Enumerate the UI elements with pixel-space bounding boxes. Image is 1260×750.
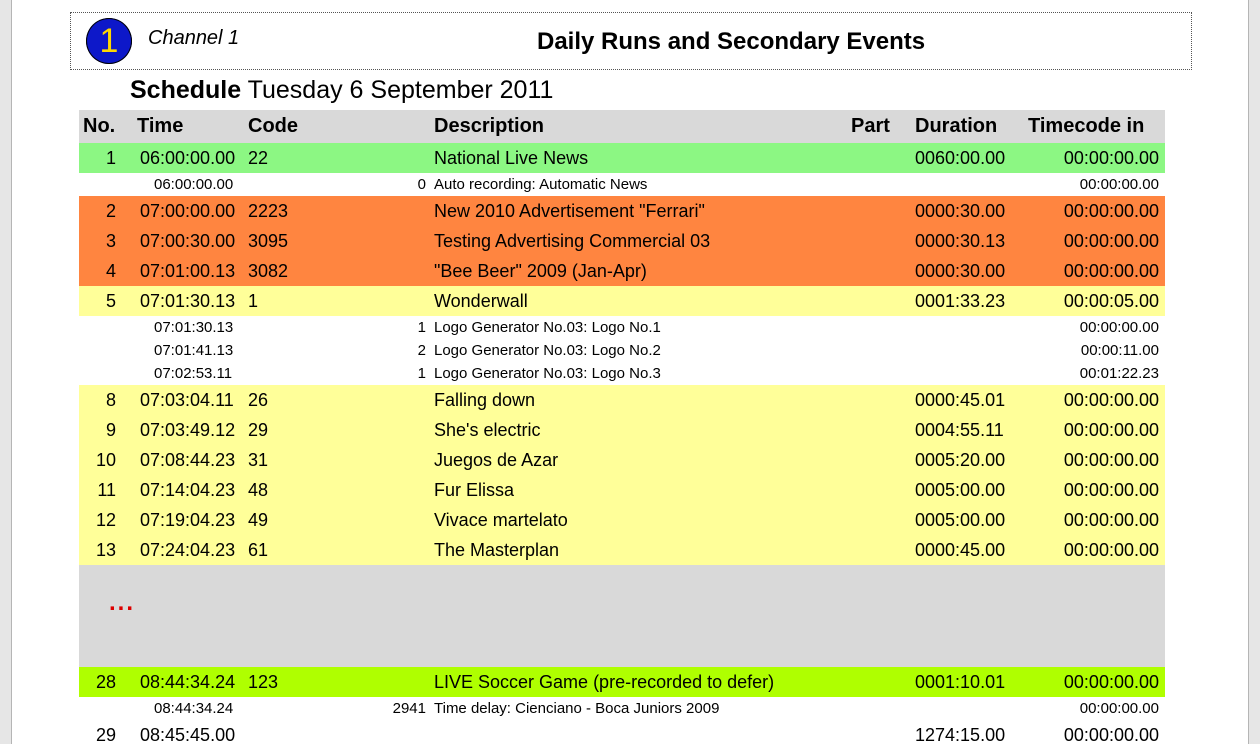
schedule-row [79, 196, 1165, 226]
secondary-event-timecode: 00:01:22.23 [1079, 365, 1159, 382]
secondary-event-time: 07:01:41.13 [154, 342, 234, 359]
row-number: 5 [105, 291, 116, 311]
secondary-event-time: 07:02:53.11 [154, 365, 233, 382]
row-time: 07:19:04.23 [140, 510, 236, 530]
col-header-description: Description [434, 115, 545, 137]
row-code: 1 [248, 291, 259, 311]
row-code: 48 [248, 480, 269, 500]
row-timecode-in: 00:00:00.00 [1063, 231, 1159, 251]
schedule-row [79, 667, 1165, 697]
row-duration: 0005:20.00 [915, 450, 1006, 470]
row-description: National Live News [434, 148, 589, 168]
schedule-row [79, 535, 1165, 565]
secondary-event-number: 2 [417, 342, 426, 359]
row-description: "Bee Beer" 2009 (Jan-Apr) [434, 261, 647, 281]
row-duration: 0001:33.23 [915, 291, 1006, 311]
row-duration: 0000:30.00 [915, 261, 1006, 281]
col-header-code: Code [248, 115, 298, 137]
secondary-event-row [79, 697, 1165, 720]
row-code: 31 [248, 450, 269, 470]
row-timecode-in: 00:00:00.00 [1063, 420, 1159, 440]
secondary-event-timecode: 00:00:00.00 [1079, 319, 1159, 336]
row-description: Falling down [434, 390, 536, 410]
row-duration: 0000:45.01 [915, 390, 1006, 410]
row-number: 1 [105, 148, 116, 168]
channel-number: 1 [99, 22, 119, 60]
secondary-event-description: Logo Generator No.03: Logo No.3 [434, 365, 661, 382]
secondary-event-number: 0 [417, 176, 426, 193]
row-number: 28 [95, 672, 116, 692]
row-time: 07:08:44.23 [140, 450, 236, 470]
row-number: 2 [105, 201, 116, 221]
table-body [79, 143, 1165, 750]
row-number: 4 [105, 261, 116, 281]
secondary-event-time: 07:01:30.13 [154, 319, 234, 336]
secondary-event-row [79, 339, 1165, 362]
row-description: Testing Advertising Commercial 03 [434, 231, 711, 251]
right-page-border [1248, 0, 1260, 744]
row-code: 49 [248, 510, 269, 530]
row-duration: 0060:00.00 [915, 148, 1006, 168]
row-time: 07:14:04.23 [140, 480, 236, 500]
row-duration: 0000:45.00 [915, 540, 1006, 560]
row-description: She's electric [434, 420, 541, 440]
secondary-event-timecode: 00:00:00.00 [1079, 700, 1159, 717]
row-time: 07:00:30.00 [140, 231, 236, 251]
secondary-event-number: 1 [417, 365, 426, 382]
row-description: Juegos de Azar [434, 450, 559, 470]
row-timecode-in: 00:00:00.00 [1063, 450, 1159, 470]
row-timecode-in: 00:00:00.00 [1063, 672, 1159, 692]
schedule-row [79, 256, 1165, 286]
secondary-event-time: 06:00:00.00 [154, 176, 234, 193]
secondary-event-number: 1 [417, 319, 426, 336]
report-title: Daily Runs and Secondary Events [537, 28, 926, 55]
row-description: New 2010 Advertisement "Ferrari" [434, 201, 705, 221]
col-header-duration: Duration [915, 115, 998, 137]
row-code: 2223 [248, 201, 289, 221]
row-code: 123 [248, 672, 279, 692]
schedule-row [79, 286, 1165, 316]
row-timecode-in: 00:00:00.00 [1063, 540, 1159, 560]
row-code: 26 [248, 390, 269, 410]
row-timecode-in: 00:00:00.00 [1063, 510, 1159, 530]
secondary-event-timecode: 00:00:11.00 [1080, 342, 1159, 359]
schedule-row [79, 475, 1165, 505]
row-description: Vivace martelato [434, 510, 568, 530]
row-time: 07:24:04.23 [140, 540, 236, 560]
row-time: 07:01:30.13 [140, 291, 236, 311]
row-duration: 0005:00.00 [915, 480, 1006, 500]
secondary-event-description: Auto recording: Automatic News [434, 176, 648, 193]
row-timecode-in: 00:00:05.00 [1063, 291, 1159, 311]
row-number: 12 [95, 510, 116, 530]
row-timecode-in: 00:00:00.00 [1063, 201, 1159, 221]
row-number: 9 [105, 420, 116, 440]
row-code: 3095 [248, 231, 289, 251]
schedule-heading [130, 76, 553, 105]
row-time: 06:00:00.00 [140, 148, 236, 168]
left-page-border [0, 0, 12, 744]
row-description: Fur Elissa [434, 480, 515, 500]
row-time: 08:44:34.24 [140, 672, 236, 692]
row-code: 61 [248, 540, 269, 560]
row-code: 22 [248, 148, 269, 168]
schedule-row [79, 415, 1165, 445]
col-header-time: Time [137, 115, 184, 137]
omitted-rows-block [79, 565, 1165, 667]
omitted-rows-ellipsis: ... [109, 589, 136, 616]
secondary-event-number: 2941 [392, 700, 426, 717]
row-duration: 1274:15.00 [915, 725, 1006, 745]
row-timecode-in: 00:00:00.00 [1063, 480, 1159, 500]
col-header-timecode-in: Timecode in [1028, 115, 1145, 137]
schedule-label: Schedule [130, 76, 242, 104]
secondary-event-row [79, 362, 1165, 385]
row-number: 13 [95, 540, 116, 560]
channel-name: Channel 1 [148, 27, 240, 49]
schedule-date: Tuesday 6 September 2011 [247, 76, 554, 104]
row-time: 07:03:49.12 [140, 420, 236, 440]
table-header [79, 110, 1165, 143]
row-time: 07:00:00.00 [140, 201, 236, 221]
secondary-event-description: Time delay: Cienciano - Boca Juniors 2009 [434, 700, 720, 717]
row-time: 07:01:00.13 [140, 261, 236, 281]
row-timecode-in: 00:00:00.00 [1063, 390, 1159, 410]
secondary-event-time: 08:44:34.24 [154, 700, 234, 717]
row-description: The Masterplan [434, 540, 560, 560]
schedule-row [79, 445, 1165, 475]
secondary-event-timecode: 00:00:00.00 [1079, 176, 1159, 193]
row-time: 08:45:45.00 [140, 725, 236, 745]
row-duration: 0000:30.13 [915, 231, 1006, 251]
schedule-row [79, 385, 1165, 415]
channel-number-badge [86, 18, 132, 64]
row-number: 8 [105, 390, 116, 410]
row-duration: 0000:30.00 [915, 201, 1006, 221]
col-header-no: No. [83, 115, 116, 137]
row-code: 3082 [248, 261, 289, 281]
row-number: 11 [97, 480, 116, 500]
row-timecode-in: 00:00:00.00 [1063, 148, 1159, 168]
row-description: LIVE Soccer Game (pre-recorded to defer) [434, 672, 775, 692]
row-time: 07:03:04.11 [140, 390, 234, 410]
row-code: 29 [248, 420, 269, 440]
row-number: 29 [95, 725, 116, 745]
row-timecode-in: 00:00:00.00 [1063, 261, 1159, 281]
secondary-event-description: Logo Generator No.03: Logo No.2 [434, 342, 661, 359]
row-duration: 0005:00.00 [915, 510, 1006, 530]
secondary-event-description: Logo Generator No.03: Logo No.1 [434, 319, 661, 336]
schedule-table [79, 110, 1165, 750]
secondary-event-row [79, 316, 1165, 339]
col-header-part: Part [851, 115, 890, 137]
row-timecode-in: 00:00:00.00 [1063, 725, 1159, 745]
schedule-row [79, 505, 1165, 535]
schedule-row [79, 226, 1165, 256]
row-duration: 0001:10.01 [915, 672, 1006, 692]
secondary-event-row [79, 173, 1165, 196]
schedule-row [79, 143, 1165, 173]
schedule-row [79, 720, 1165, 750]
row-number: 10 [95, 450, 116, 470]
row-number: 3 [105, 231, 116, 251]
row-description: Wonderwall [434, 291, 528, 311]
row-duration: 0004:55.11 [915, 420, 1004, 440]
